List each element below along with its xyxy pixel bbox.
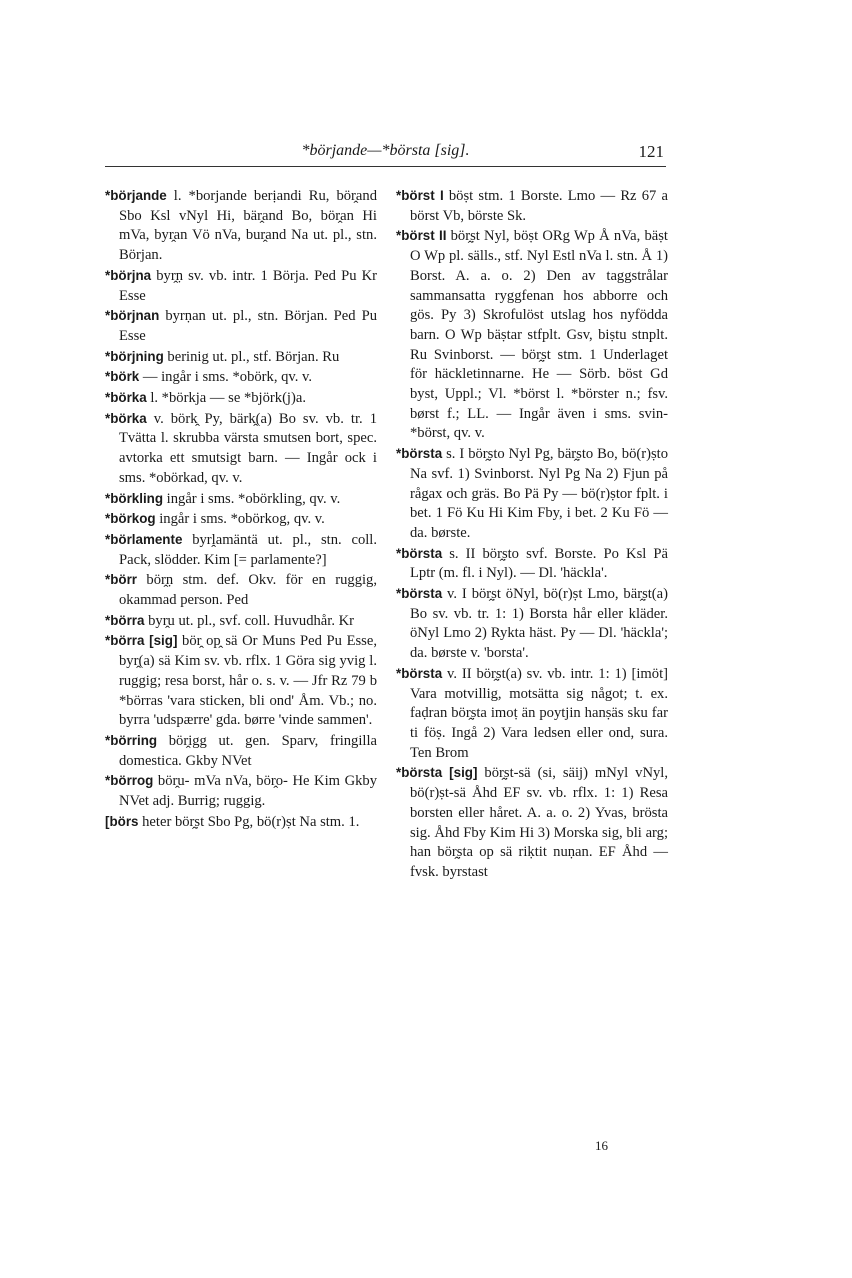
- entry-text: l. *börkja — se *björk(j)a.: [146, 390, 306, 407]
- dictionary-entry: [105, 306, 377, 346]
- entry-text: s. II bör̭ṣto svf. Borste. Po Ksl Pä Lptr (m. fl. i Nyl). — Dl. 'häckla'.: [410, 545, 668, 582]
- dictionary-entry: [105, 731, 377, 771]
- dictionary-entry: [396, 226, 668, 444]
- entry-text: bör̭ṇ stm. def. Okv. för en ruggig, okammad person. Ped: [119, 572, 377, 609]
- entry-headword: *börring: [105, 732, 158, 748]
- entry-headword: *börjande: [105, 188, 167, 203]
- entry-headword: *börr: [105, 572, 137, 588]
- entry-headword: *börsta: [396, 586, 443, 602]
- entry-headword: *börlamente: [105, 531, 183, 547]
- dictionary-entry: [105, 347, 377, 368]
- entry-text: l. *borjande berịandi Ru, bör̭and Sbo Ksl vNyl Hi, bär̭and Bo, bör̭an Hi mVa, byr̭an Vö nVa, bur̭and Na ut. pl., stn. Början.: [119, 188, 377, 264]
- entry-text: byr̭ṇ sv. vb. intr. 1 Börja. Ped Pu Kr Esse: [119, 267, 377, 304]
- entry-headword: *börjna: [105, 267, 152, 283]
- entry-text: bör̭ṣt Nyl, böṣt ORg Wp Å nVa, bäṣt O Wp pl. sälls., stf. Nyl Estl nVa l. stn. Å 1) Borst. A. a. o. 2) Den av taggstrålar sammansatta ryggfenan hos abborre och gös. Py 3) Skrofulöst utslag hos nyfödda barn. O Wp bäṣtar stfplt. Gsv, biṣtu stnplt. Ru Svinborst. — bör̭ṣt stm. 1 Underlaget för häckletinnarne. He — Sörb. böst Gd byst, Uppl.; Vl. *börst l. *börster n.; fsv. børst f.; LL. — Ingår även i sms. svin-*börst, qv. v.: [410, 228, 668, 442]
- dictionary-entry: [396, 544, 668, 584]
- entry-text: byrṇan ut. pl., stn. Början. Ped Pu Esse: [119, 308, 377, 344]
- entry-text: böṣt stm. 1 Borste. Lmo — Rz 67 a börst Vb, börste Sk.: [410, 188, 668, 224]
- dictionary-entry: [105, 509, 377, 530]
- entry-text: berinig ut. pl., stf. Början. Ru: [163, 348, 340, 365]
- entry-headword: *börk: [105, 369, 140, 385]
- entry-text: ingår i sms. *obörkling, qv. v.: [163, 490, 341, 507]
- dictionary-entry: [105, 570, 377, 610]
- entry-headword: *börsta [sig]: [396, 765, 478, 781]
- entry-headword: *börra [sig]: [105, 633, 178, 649]
- right-column: [396, 186, 668, 883]
- entry-headword: [börs: [105, 813, 139, 829]
- entry-text: ingår i sms. *obörkog, qv. v.: [155, 511, 325, 528]
- dictionary-entry: [105, 812, 377, 833]
- entry-text: s. I bör̭ṣto Nyl Pg, bär̭ṣto Bo, bö(r)ṣto Na svf. 1) Svinborst. Nyl Pg Na 2) Fjun på rågax och gräs. Bo Pä Py — bö(r)ṣtor fplt. i bet. 1 Fö Ku Hi Kim Fby, i bet. 2 Ku Fö — da. børste.: [410, 446, 668, 541]
- entry-headword: *börra: [105, 612, 145, 628]
- entry-headword: *börjnan: [105, 308, 160, 324]
- left-column: [105, 186, 377, 833]
- dictionary-entry: [396, 763, 668, 882]
- entry-text: bör̭u- mVa nVa, bör̭o- He Kim Gkby NVet adj. Burrig; ruggig.: [119, 773, 377, 810]
- entry-text: v. I bör̭ṣt öNyl, bö(r)ṣt Lmo, bär̭ṣt(a) Bo sv. vb. tr. 1: 1) Borsta hår eller kläder. öNyl Lmo 2) Rykta häst. Py — Dl. 'häckla'; da. børste v. 'borsta'.: [410, 586, 668, 662]
- entry-headword: *börrog: [105, 773, 154, 789]
- entry-text: byr̭u ut. pl., svf. coll. Huvudhår. Kr: [144, 612, 355, 629]
- dictionary-entry: [105, 530, 377, 570]
- dictionary-entry: [105, 611, 377, 632]
- entry-text: bör̭igg ut. gen. Sparv, fringilla domestica. Gkby NVet: [119, 732, 377, 769]
- entry-headword: *börkling: [105, 490, 164, 506]
- entry-text: v. börk̭ Py, bärk̭(a) Bo sv. vb. tr. 1 Tvätta l. skrubba värsta smutsen bort, spec. avtorka ett smutsigt barn. — Ingår ock i sms. *obörkad, qv. v.: [119, 410, 377, 486]
- entry-text: heter bör̭ṣt Sbo Pg, bö(r)ṣt Na stm. 1.: [138, 813, 360, 830]
- entry-headword: *börst II: [396, 228, 447, 244]
- dictionary-entry: [105, 409, 377, 489]
- dictionary-entry: [105, 489, 377, 510]
- entry-text: bör̭ṣt-sä (si, säij) mNyl vNyl, bö(r)ṣt-sä Åhd EF sv. vb. rflx. 1: 1) Resa borsten eller håret. A. a. o. 2) Yvas, brösta sig. Åhd Fby Kim Hi 3) Morska sig, bli arg; han bör̭ṣta op sä riḳtit nuṇan. EF Åhd — fvsk. byrstast: [410, 765, 668, 880]
- entry-text: byrḽamäntä ut. pl., stn. coll. Pack, slödder. Kim [= parlamente?]: [119, 531, 377, 568]
- entry-headword: *börsta: [396, 446, 443, 462]
- dictionary-entry: [396, 664, 668, 764]
- running-head-title: *börjande—*börsta [sig].: [301, 142, 470, 159]
- entry-headword: *börka: [105, 410, 147, 426]
- dictionary-entry: [105, 631, 377, 731]
- dictionary-entry: [105, 771, 377, 811]
- signature-mark: 16: [595, 1138, 608, 1153]
- dictionary-entry: [396, 444, 668, 544]
- dictionary-entry: [105, 367, 377, 388]
- entry-text: v. II bör̭ṣt(a) sv. vb. intr. 1: 1) [imöt] Vara motvillig, motsätta sig något; t. ex. faḍran bör̭ṣta imoṭ än poytjin hanṣäs sku far ti föṣ. Ingå 2) Vara ledsen eller ond, sura. Ten Brom: [410, 665, 668, 761]
- dictionary-entry: [105, 266, 377, 306]
- entry-headword: *börst I: [396, 188, 444, 203]
- dictionary-entry: [105, 388, 377, 409]
- dictionary-entry: [105, 186, 377, 266]
- entry-headword: *börkog: [105, 511, 156, 527]
- dictionary-entry: [396, 186, 668, 226]
- entry-text: — ingår i sms. *obörk, qv. v.: [139, 369, 313, 386]
- entry-text: bör̭ op̭ sä Or Muns Ped Pu Esse, byr̭(a) sä Kim sv. vb. rflx. 1 Göra sig yvig l. ruggig; resa borst, hår o. s. v. — Jfr Rz 79 b *börras 'vara sticken, bli ond' Åm. Vb.; no. byrra 'udspærre' gda. børre 'vinde sammen'.: [119, 633, 377, 729]
- entry-headword: *börsta: [396, 545, 443, 561]
- page-number: 121: [638, 142, 664, 161]
- entry-headword: *börsta: [396, 665, 443, 681]
- running-head: [105, 140, 666, 167]
- entry-headword: *börka: [105, 390, 147, 406]
- entry-headword: *börjning: [105, 348, 164, 364]
- dictionary-entry: [396, 584, 668, 664]
